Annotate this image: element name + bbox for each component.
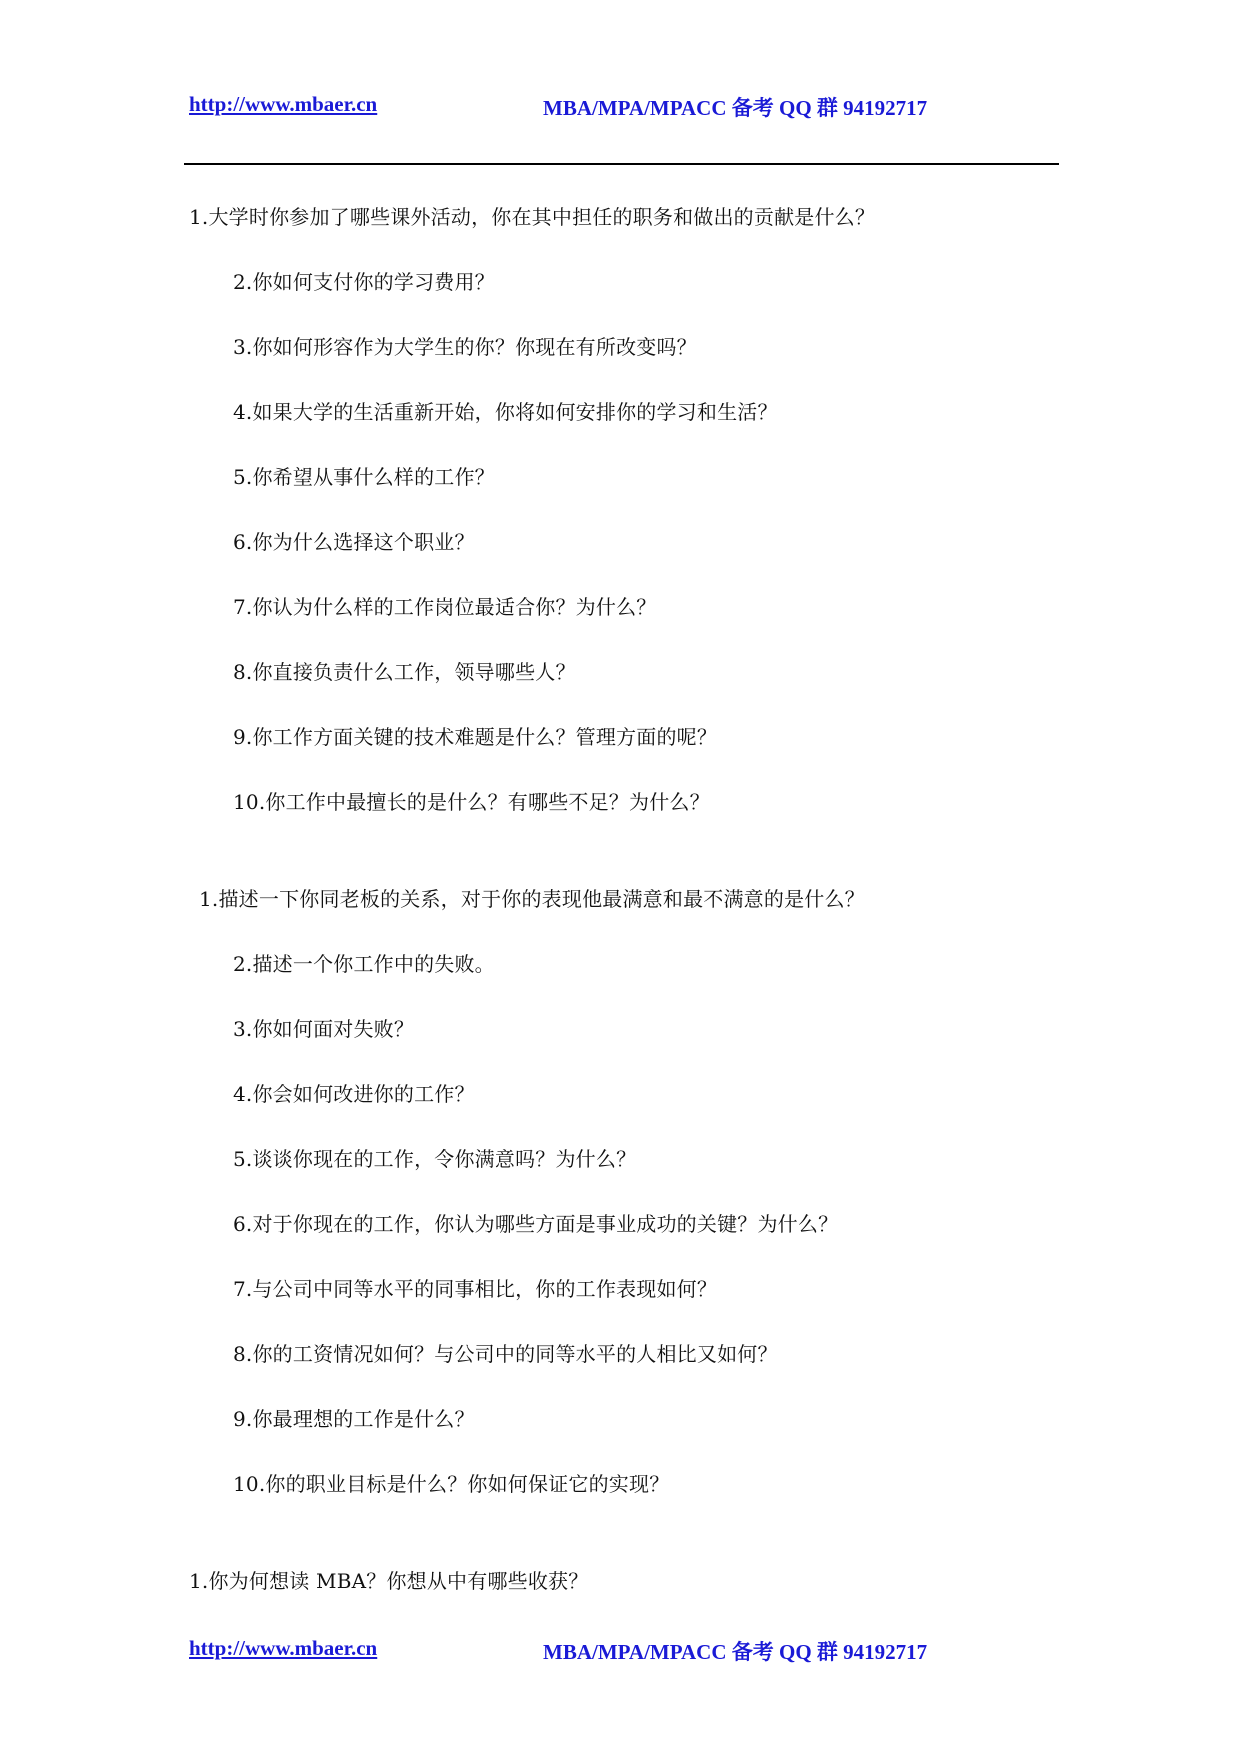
question-s2-10: 10.你的职业目标是什么？你如何保证它的实现？ [233,1472,670,1496]
question-s2-1: 1.描述一下你同老板的关系，对于你的表现他最满意和最不满意的是什么？ [199,887,865,911]
question-s1-6: 6.你为什么选择这个职业？ [233,530,475,554]
question-s1-10: 10.你工作中最擅长的是什么？有哪些不足？为什么？ [233,790,710,814]
question-s1-5: 5.你希望从事什么样的工作？ [233,465,495,489]
question-s1-3: 3.你如何形容作为大学生的你？你现在有所改变吗？ [233,335,697,359]
question-s2-7: 7.与公司中同等水平的同事相比，你的工作表现如何？ [233,1277,718,1301]
footer-website-link[interactable]: http://www.mbaer.cn [189,1636,378,1660]
question-s1-9: 9.你工作方面关键的技术难题是什么？管理方面的呢？ [233,725,718,749]
question-s2-8: 8.你的工资情况如何？与公司中的同等水平的人相比又如何？ [233,1342,778,1366]
question-s1-2: 2.你如何支付你的学习费用？ [233,270,495,294]
question-s3-1: 1.你为何想读 MBA？你想从中有哪些收获？ [189,1569,589,1593]
question-s1-7: 7.你认为什么样的工作岗位最适合你？为什么？ [233,595,657,619]
question-s1-8: 8.你直接负责什么工作，领导哪些人？ [233,660,576,684]
footer-qq-group-text: MBA/MPA/MPACC 备考 QQ 群 94192717 [543,1640,928,1664]
question-s1-4: 4.如果大学的生活重新开始，你将如何安排你的学习和生活？ [233,400,778,424]
header-qq-group-text: MBA/MPA/MPACC 备考 QQ 群 94192717 [543,96,928,120]
question-s2-4: 4.你会如何改进你的工作？ [233,1082,475,1106]
header-website-link[interactable]: http://www.mbaer.cn [189,92,378,116]
question-s2-3: 3.你如何面对失败？ [233,1017,415,1041]
question-s2-2: 2.描述一个你工作中的失败。 [233,952,495,976]
question-s1-1: 1.大学时你参加了哪些课外活动，你在其中担任的职务和做出的贡献是什么？ [189,205,876,229]
question-s2-6: 6.对于你现在的工作，你认为哪些方面是事业成功的关键？为什么？ [233,1212,839,1236]
header-divider [184,163,1059,165]
question-s2-5: 5.谈谈你现在的工作，令你满意吗？为什么？ [233,1147,637,1171]
question-s2-9: 9.你最理想的工作是什么？ [233,1407,475,1431]
